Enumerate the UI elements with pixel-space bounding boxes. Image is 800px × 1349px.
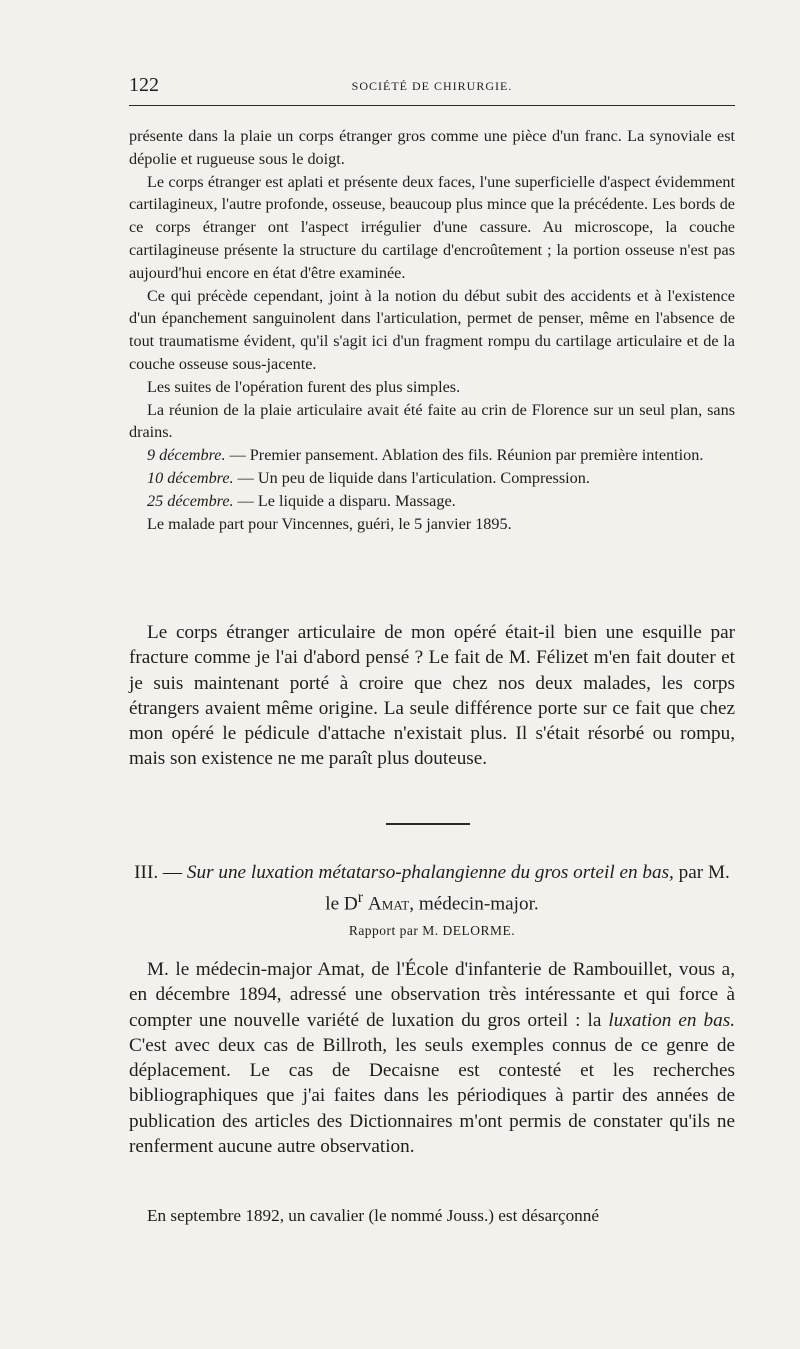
paragraph: Ce qui précède cependant, joint à la notion du début subit des accidents et à l'existence d'un épanchement sanguinolent dans l'articulation, permet de penser, même en l'absence de tout traumatisme évident, qu'il s'agit ici d'un fragment rompu du cartilage articulaire et de la couche osseuse sous-jacente. xyxy=(129,286,735,373)
entry-text: — Premier pansement. Ablation des fils. Réunion par première intention. xyxy=(225,446,704,465)
paragraph: La réunion de la plaie articulaire avait été faite au crin de Florence sur un seul plan, sans drains. xyxy=(129,400,735,442)
paragraph: Le corps étranger articulaire de mon opéré était-il bien une esquille par fracture comme je l'ai d'abord pensé ? Le fait de M. Félizet m'en fait douter et je suis maintenant porté à croire que chez nos deux malades, les corps étrangers avaient même origine. La seule différence porte sur ce fait que chez mon opéré le pédicule d'attache n'existait plus. Il s'était résorbé ou rompu, mais son existence ne me paraît plus douteuse. xyxy=(129,622,735,770)
entry-date: 25 décembre. xyxy=(147,491,234,510)
report-part1: M. le médecin-major Amat, de l'École d'infanterie de Rambouillet, vous a, en décembre 1894, adressé une observation très intéressante et qui force à compter une nouvelle variété de luxation du gros orteil : la xyxy=(129,959,735,1031)
dated-entry xyxy=(129,490,735,513)
page-header xyxy=(129,74,735,98)
paragraph: Le corps étranger est aplati et présente deux faces, l'une superficielle d'aspect évidemment cartilagineux, l'autre profonde, osseuse, beaucoup plus mince que la précédente. Les bords de ce corps étranger ont l'aspect irrégulier d'une cassure. Au microscope, la couche cartilagineuse présente la structure du cartilage d'encroûtement ; la portion osseuse n'est pas aujourd'hui encore en état d'être examinée. xyxy=(129,172,735,282)
rapport-line: Rapport par M. DELORME. xyxy=(348,923,516,938)
section-separator xyxy=(386,823,470,825)
header-rule xyxy=(129,105,735,106)
entry-date: 10 décembre. xyxy=(147,468,234,487)
report-italic: luxation en bas. xyxy=(608,1009,735,1031)
commentary-text xyxy=(129,620,735,772)
report-text xyxy=(129,957,735,1159)
report-part2: C'est avec deux cas de Billroth, les seuls exemples connus de ce genre de déplacement. Le cas de Decaisne est contesté et les recherches bibliographiques que j'ai faites dans les périodiques à partir des années de publication des articles des Dictionnaires m'ont permis de constater qu'ils ne renferment aucune autre observation. xyxy=(129,1034,735,1158)
section-dr-sup: r xyxy=(357,889,364,906)
final-text xyxy=(129,1204,735,1228)
running-head: SOCIÉTÉ DE CHIRURGIE. xyxy=(351,79,513,93)
section-role: , médecin-major. xyxy=(409,893,539,915)
section-heading xyxy=(129,860,735,916)
page-number: 122 xyxy=(129,74,159,96)
section-by: par M. le D xyxy=(325,862,730,915)
paragraph: En septembre 1892, un cavalier (le nommé Jouss.) est désarçonné xyxy=(147,1206,599,1225)
entry-date: 9 décembre. xyxy=(147,446,226,465)
observation-text xyxy=(129,125,735,535)
paragraph: présente dans la plaie un corps étranger gros comme une pièce d'un franc. La synoviale est dépolie et rugueuse sous le doigt. xyxy=(129,127,735,168)
paragraph: Le malade part pour Vincennes, guéri, le 5 janvier 1895. xyxy=(147,514,512,533)
entry-text: — Un peu de liquide dans l'articulation. Compression. xyxy=(233,468,590,487)
entry-text: — Le liquide a disparu. Massage. xyxy=(233,491,456,510)
section-title: Sur une luxation métatarso-phalangienne du gros orteil en bas, xyxy=(186,862,674,883)
dated-entry xyxy=(129,467,735,490)
dated-entry xyxy=(129,444,735,467)
section-author: Amat xyxy=(367,893,410,915)
paragraph xyxy=(129,957,735,1159)
paragraph: Les suites de l'opération furent des plus simples. xyxy=(147,377,461,396)
section-number: III. — xyxy=(134,862,187,883)
